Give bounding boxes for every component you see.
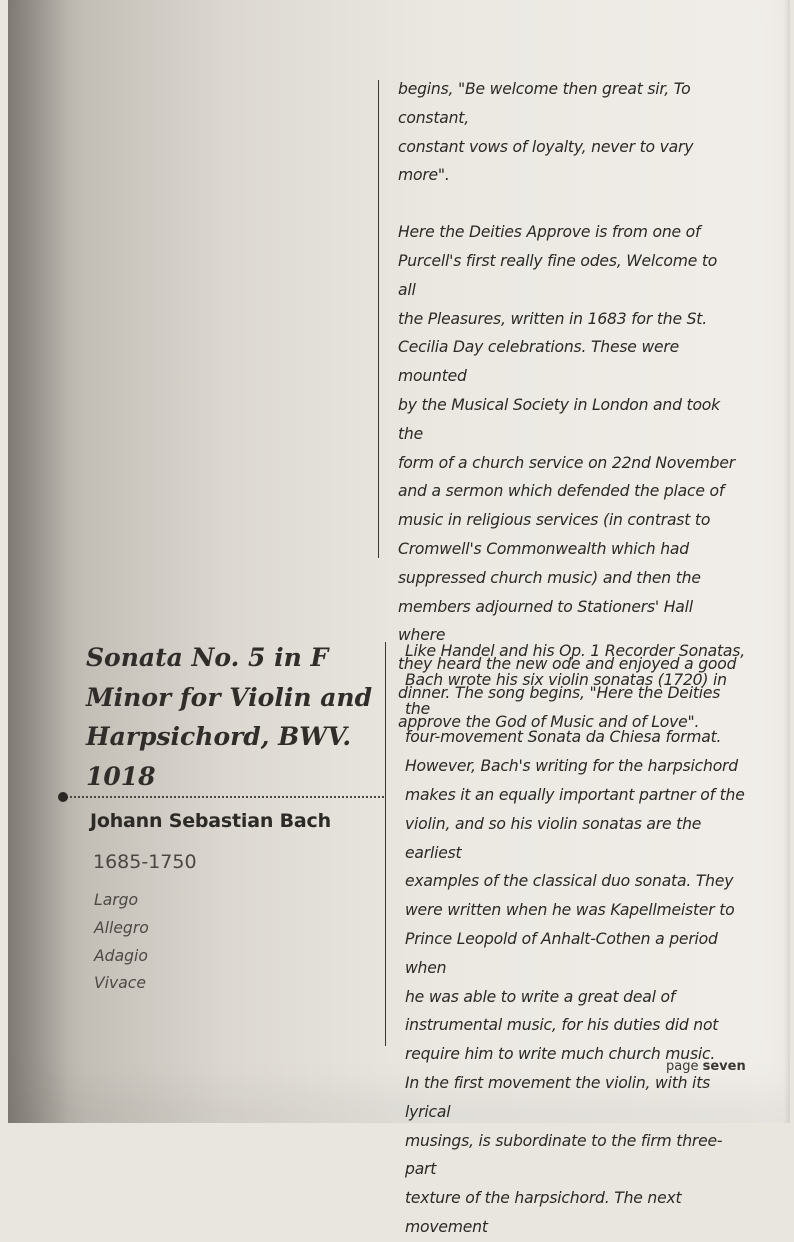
bottom-text-column: [405, 637, 750, 1242]
text-line: In the first movement the violin, with its lyrical: [405, 1073, 711, 1121]
bullet-dot: [58, 792, 68, 802]
text-line: Cromwell's Commonwealth which had: [398, 539, 689, 558]
text-line: four-movement Sonata da Chiesa format.: [405, 728, 722, 747]
text-line: musings, is subordinate to the firm three-part: [405, 1131, 723, 1179]
binding-shadow: [8, 0, 68, 1123]
text-line: begins, "Be welcome then great sir, To constant,: [398, 80, 691, 127]
page-number: [666, 1059, 746, 1074]
text-line: instrumental music, for his duties did not: [405, 1016, 719, 1035]
text-line: Prince Leopold of Anhalt-Cothen a period when: [405, 929, 718, 977]
title-line: 1018: [86, 761, 156, 791]
text-line: dinner. The song begins, "Here the Deities: [398, 683, 721, 702]
text-line: he was able to write a great deal of: [405, 987, 676, 1006]
text-line: Cecilia Day celebrations. These were mounted: [398, 338, 680, 386]
title-line: Harpsichord, BWV.: [86, 722, 352, 751]
text-line: the Pleasures, written in 1683 for the St.: [398, 309, 707, 328]
text-line: Like Handel and his Op. 1 Recorder Sonatas,: [405, 642, 745, 660]
text-line: Bach wrote his six violin sonatas (1720) in the: [405, 670, 727, 718]
text-line: members adjourned to Stationers' Hall where: [398, 597, 693, 645]
movement-item: Largo: [94, 891, 139, 909]
text-line: require him to write much church music.: [405, 1045, 716, 1064]
text-line: approve the God of Music and of Love".: [398, 712, 700, 731]
column-divider-bottom: [385, 642, 386, 1046]
text-line: Purcell's first really fine odes, Welcome to all: [398, 251, 718, 299]
text-line: examples of the classical duo sonata. They: [405, 872, 734, 891]
page-word: seven: [702, 1059, 746, 1074]
piece-title: [86, 638, 376, 796]
title-line: Minor for Violin and: [86, 682, 373, 712]
composer-dates: 1685-1750: [93, 851, 197, 873]
movement-item: Vivace: [94, 974, 146, 993]
movement-item: Allegro: [94, 918, 149, 937]
composer-name: Johann Sebastian Bach: [90, 810, 331, 832]
title-line: Sonata No. 5 in F: [86, 643, 329, 672]
text-line: suppressed church music) and then the: [398, 568, 701, 587]
dotted-divider: [62, 796, 384, 798]
text-line: texture of the harpsichord. The next movement: [405, 1189, 682, 1236]
text-line: by the Musical Society in London and took the: [398, 395, 720, 443]
text-line: form of a church service on 22nd November: [398, 453, 735, 472]
paragraph: [398, 75, 738, 190]
text-line: makes it an equally important partner of the: [405, 785, 745, 804]
text-line: were written when he was Kapellmeister to: [405, 901, 735, 920]
text-line: music in religious services (in contrast to: [398, 511, 711, 530]
column-divider-top: [378, 80, 379, 558]
text-line: constant vows of loyalty, never to vary more".: [398, 137, 694, 185]
text-line: and a sermon which defended the place of: [398, 482, 725, 501]
text-line: violin, and so his violin sonatas are the earliest: [405, 814, 702, 862]
text-line: Here the Deities Approve is from one of: [398, 223, 701, 242]
paragraph: [405, 637, 750, 1242]
text-line: they heard the new ode and enjoyed a good: [398, 655, 737, 674]
movement-list: [94, 887, 149, 998]
page-prefix: page: [666, 1059, 699, 1074]
movement-item: Adagio: [94, 946, 148, 965]
text-line: However, Bach's writing for the harpsichord: [405, 757, 738, 776]
page-edge: [784, 0, 790, 1123]
